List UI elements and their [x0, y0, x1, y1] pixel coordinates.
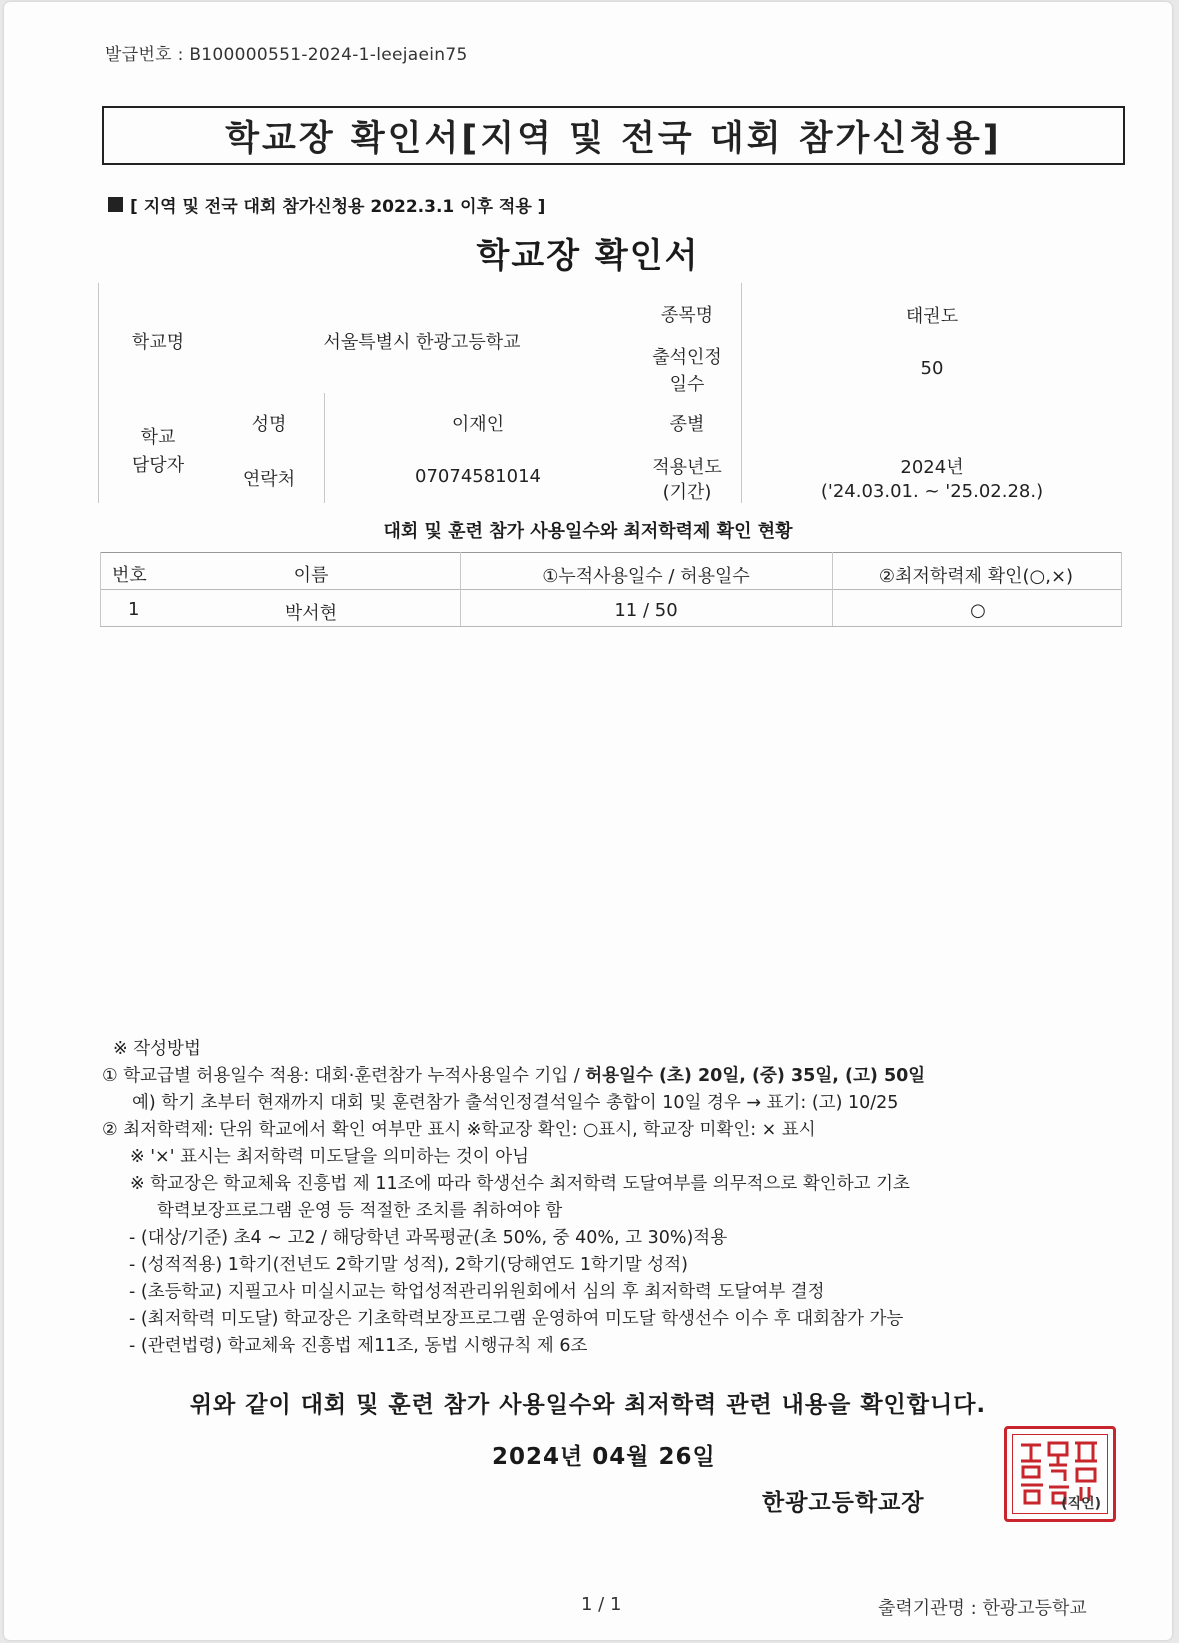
manager-label: 학교: [140, 427, 176, 448]
table-header: ①누적사용일수 / 허용일수: [542, 566, 750, 587]
notes-heading: ※ 작성방법: [113, 1039, 201, 1059]
note-line: - (관련법령) 학교체육 진흥법 제11조, 동법 시행규칙 제 6조: [129, 1336, 588, 1356]
info-table-line: [741, 283, 742, 503]
note-line: ※ 학교장은 학교체육 진흥법 제 11조에 따라 학생선수 최저학력 도달여부를 의무적으로 확인하고 기초: [130, 1174, 910, 1194]
contact-value: 07074581014: [415, 466, 541, 487]
note-line: - (최저학력 미도달) 학교장은 기초학력보장프로그램 운영하여 미도달 학생선수 이수 후 대회참가 가능: [129, 1309, 904, 1329]
seal-label: (직인): [1061, 1496, 1101, 1512]
year-label: 적용년도: [652, 457, 722, 478]
year-value: ('24.03.01. ~ '25.02.28.): [820, 481, 1044, 502]
attendance-label: 출석인정: [652, 347, 722, 368]
document-page: [4, 2, 1172, 1640]
main-title-box: [102, 106, 1125, 165]
school-label: 학교명: [131, 332, 185, 353]
doc-title: 학교장 확인서: [476, 236, 700, 276]
attendance-label: 일수: [669, 374, 705, 395]
info-table-line: [98, 283, 99, 503]
note-line: - (대상/기준) 초4 ~ 고2 / 해당학년 과목평균(초 50%, 중 40%, 고 30%)적용: [129, 1228, 728, 1248]
table-line: [832, 552, 833, 626]
page-number: 1 / 1: [581, 1594, 622, 1615]
note-line: 학력보장프로그램 운영 등 적절한 조치를 취하여야 함: [157, 1201, 563, 1221]
note-line: - (초등학교) 지필고사 미실시교는 학업성적관리위원회에서 심의 후 최저학력 도달여부 결정: [129, 1282, 825, 1302]
table-line: [100, 552, 1122, 553]
name-label: 성명: [251, 414, 287, 435]
table-header: 번호: [112, 565, 147, 586]
type-label: 종별: [669, 414, 705, 435]
printer-label: 출력기관명 : 한광고등학교: [878, 1598, 1087, 1619]
contact-label: 연락처: [242, 469, 296, 490]
confirm-statement: 위와 같이 대회 및 훈련 참가 사용일수와 최저학력 관련 내용을 확인합니다.: [189, 1392, 987, 1418]
official-seal: [1004, 1426, 1116, 1522]
square-bullet-icon: [108, 197, 123, 212]
year-label: (기간): [662, 482, 712, 503]
table-line: [100, 552, 101, 626]
issue-number: 발급번호 : B100000551-2024-1-leejaein75: [105, 45, 468, 65]
note-emphasis: 허용일수 (초) 20일, (중) 35일, (고) 50일: [585, 1066, 926, 1086]
note-text: ① 학교급별 허용일수 적용: 대회·훈련참가 누적사용일수 기입 /: [102, 1066, 586, 1086]
status-title: 대회 및 훈련 참가 사용일수와 최저학력제 확인 현황: [383, 521, 793, 542]
manager-label: 담당자: [131, 455, 185, 476]
table-header: ②최저학력제 확인(○,×): [878, 566, 1074, 587]
note-line: - (성적적용) 1학기(전년도 2학기말 성적), 2학기(당해연도 1학기말 성적): [129, 1255, 688, 1275]
table-line: [100, 626, 1122, 627]
event-label: 종목명: [660, 305, 714, 326]
school-value: 서울특별시 한광고등학교: [323, 332, 521, 353]
table-cell: 박서현: [284, 603, 338, 624]
table-cell: 1: [128, 599, 140, 620]
name-value: 이재인: [451, 414, 505, 435]
table-cell: ○: [970, 600, 986, 621]
notes-block: [102, 1036, 925, 1360]
table-cell: 11 / 50: [614, 600, 678, 621]
note-line: ※ '×' 표시는 최저학력 미도달을 의미하는 것이 아님: [130, 1147, 530, 1167]
principal-name: 한광고등학교장: [762, 1490, 925, 1516]
section-label-text: [ 지역 및 전국 대회 참가신청용 2022.3.1 이후 적용 ]: [130, 197, 546, 217]
table-line: [1121, 552, 1122, 626]
note-line: ② 최저학력제: 단위 학교에서 확인 여부만 표시 ※학교장 확인: ○표시, 학교장 미확인: × 표시: [102, 1120, 816, 1140]
table-line: [460, 552, 461, 626]
event-value: 태권도: [905, 306, 959, 327]
issue-date: 2024년 04월 26일: [492, 1444, 716, 1470]
table-header: 이름: [293, 565, 329, 586]
table-line: [100, 589, 1122, 590]
attendance-value: 50: [920, 358, 944, 379]
year-value: 2024년: [900, 457, 964, 478]
note-line: [102, 1063, 925, 1090]
note-line: 예) 학기 초부터 현재까지 대회 및 훈련참가 출석인정결석일수 총합이 10일 경우 → 표기: (고) 10/25: [132, 1093, 899, 1113]
info-table-line: [324, 393, 325, 503]
main-title: 학교장 확인서[지역 및 전국 대회 참가신청용]: [225, 118, 1002, 159]
section-label: [108, 192, 545, 217]
